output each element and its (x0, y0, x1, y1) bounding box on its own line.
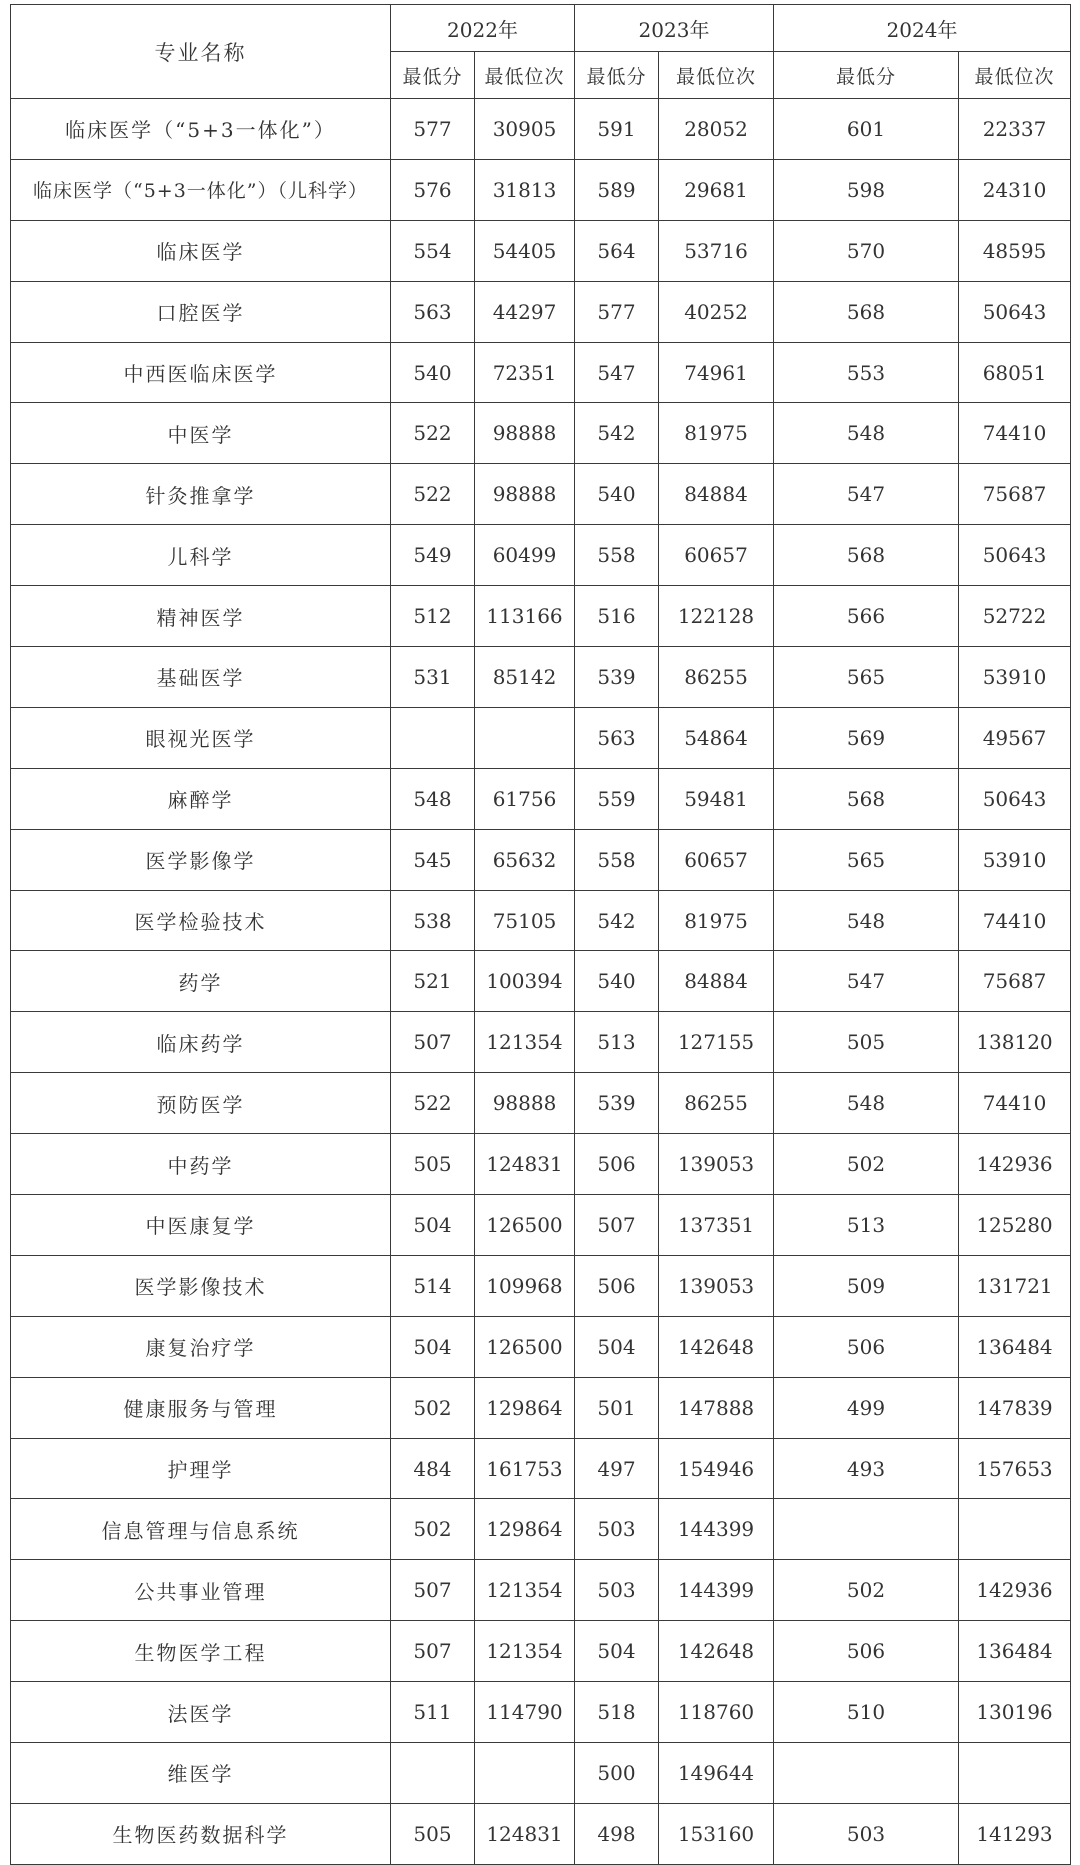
min-score-2024-cell: 510 (774, 1682, 959, 1743)
min-score-2022-cell (391, 1743, 475, 1804)
major-name-cell: 中医康复学 (11, 1195, 391, 1256)
min-rank-2022-cell: 121354 (475, 1621, 575, 1682)
min-rank-2024-cell: 136484 (959, 1316, 1071, 1377)
min-score-2024-cell: 548 (774, 890, 959, 951)
min-score-2023-cell: 504 (575, 1316, 659, 1377)
min-score-2024-cell: 565 (774, 829, 959, 890)
min-score-header: 最低分 (391, 52, 475, 99)
min-rank-2022-cell: 44297 (475, 281, 575, 342)
major-name-cell: 医学影像技术 (11, 1255, 391, 1316)
min-rank-2022-cell (475, 707, 575, 768)
min-rank-header: 最低位次 (475, 52, 575, 99)
min-rank-2022-cell: 124831 (475, 1134, 575, 1195)
min-rank-2023-cell: 118760 (659, 1682, 774, 1743)
min-score-2022-cell: 502 (391, 1499, 475, 1560)
min-rank-2024-cell: 74410 (959, 403, 1071, 464)
min-score-2024-cell: 499 (774, 1377, 959, 1438)
min-score-2023-cell: 539 (575, 647, 659, 708)
table-row (11, 1743, 1071, 1804)
min-rank-2024-cell: 50643 (959, 525, 1071, 586)
min-score-2022-cell: 502 (391, 1377, 475, 1438)
min-score-2024-cell: 502 (774, 1134, 959, 1195)
min-rank-2022-cell: 31813 (475, 159, 575, 220)
min-score-2022-cell: 540 (391, 342, 475, 403)
min-rank-2023-cell: 29681 (659, 159, 774, 220)
major-name-cell: 麻醉学 (11, 768, 391, 829)
min-rank-2024-cell: 142936 (959, 1134, 1071, 1195)
min-score-2023-cell: 503 (575, 1499, 659, 1560)
min-rank-2022-cell: 60499 (475, 525, 575, 586)
min-rank-header: 最低位次 (659, 52, 774, 99)
min-score-2024-cell: 509 (774, 1255, 959, 1316)
major-name-cell: 维医学 (11, 1743, 391, 1804)
min-score-header: 最低分 (575, 52, 659, 99)
min-score-2023-cell: 506 (575, 1134, 659, 1195)
admission-scores-table-container (10, 4, 1070, 1865)
min-score-2023-cell: 563 (575, 707, 659, 768)
min-score-2023-cell: 516 (575, 586, 659, 647)
major-name-cell: 眼视光医学 (11, 707, 391, 768)
table-row (11, 829, 1071, 890)
table-row (11, 1255, 1071, 1316)
min-score-2023-cell: 577 (575, 281, 659, 342)
major-name-cell: 中药学 (11, 1134, 391, 1195)
min-score-2023-cell: 497 (575, 1438, 659, 1499)
min-rank-2022-cell: 65632 (475, 829, 575, 890)
min-rank-2024-cell: 22337 (959, 99, 1071, 160)
min-score-2022-cell: 522 (391, 403, 475, 464)
min-rank-2023-cell: 127155 (659, 1012, 774, 1073)
major-name-cell: 医学检验技术 (11, 890, 391, 951)
min-rank-2023-cell: 28052 (659, 99, 774, 160)
min-score-2022-cell: 484 (391, 1438, 475, 1499)
min-score-2022-cell: 507 (391, 1012, 475, 1073)
min-rank-2024-cell: 50643 (959, 281, 1071, 342)
major-name-cell: 生物医药数据科学 (11, 1803, 391, 1864)
min-rank-2024-cell: 52722 (959, 586, 1071, 647)
min-score-2023-cell: 558 (575, 829, 659, 890)
min-score-2023-cell: 589 (575, 159, 659, 220)
table-row (11, 1560, 1071, 1621)
min-score-2024-cell (774, 1743, 959, 1804)
min-rank-2024-cell: 49567 (959, 707, 1071, 768)
min-rank-2024-cell: 130196 (959, 1682, 1071, 1743)
min-rank-2022-cell: 124831 (475, 1803, 575, 1864)
table-row (11, 220, 1071, 281)
min-rank-2022-cell: 98888 (475, 464, 575, 525)
min-rank-2023-cell: 149644 (659, 1743, 774, 1804)
min-rank-2024-cell: 125280 (959, 1195, 1071, 1256)
table-row (11, 890, 1071, 951)
min-rank-2023-cell: 86255 (659, 647, 774, 708)
major-name-cell: 医学影像学 (11, 829, 391, 890)
min-rank-2022-cell: 100394 (475, 951, 575, 1012)
min-score-2022-cell: 576 (391, 159, 475, 220)
major-name-cell: 精神医学 (11, 586, 391, 647)
min-score-2023-cell: 539 (575, 1073, 659, 1134)
min-score-2022-cell: 548 (391, 768, 475, 829)
min-score-2024-cell: 502 (774, 1560, 959, 1621)
major-name-header: 专业名称 (11, 5, 391, 99)
min-rank-2024-cell: 24310 (959, 159, 1071, 220)
min-score-2024-cell: 553 (774, 342, 959, 403)
min-rank-2024-cell: 147839 (959, 1377, 1071, 1438)
min-score-2022-cell: 538 (391, 890, 475, 951)
min-rank-2024-cell: 136484 (959, 1621, 1071, 1682)
min-score-2022-cell: 511 (391, 1682, 475, 1743)
min-score-2023-cell: 540 (575, 464, 659, 525)
table-row (11, 1377, 1071, 1438)
min-score-2023-cell: 501 (575, 1377, 659, 1438)
min-score-2024-cell: 506 (774, 1621, 959, 1682)
min-score-2023-cell: 591 (575, 99, 659, 160)
major-name-cell: 临床药学 (11, 1012, 391, 1073)
min-score-2022-cell: 512 (391, 586, 475, 647)
table-row (11, 707, 1071, 768)
min-rank-2024-cell: 53910 (959, 647, 1071, 708)
min-score-2022-cell: 504 (391, 1316, 475, 1377)
major-name-cell: 临床医学（“5+3一体化”） (11, 99, 391, 160)
min-rank-2023-cell: 137351 (659, 1195, 774, 1256)
admission-scores-table (10, 4, 1071, 1865)
min-rank-2023-cell: 122128 (659, 586, 774, 647)
min-rank-2022-cell: 129864 (475, 1377, 575, 1438)
min-score-2024-cell: 565 (774, 647, 959, 708)
min-rank-2023-cell: 139053 (659, 1134, 774, 1195)
min-rank-2022-cell: 113166 (475, 586, 575, 647)
min-rank-2024-cell: 53910 (959, 829, 1071, 890)
min-rank-2024-cell: 50643 (959, 768, 1071, 829)
min-rank-2022-cell: 72351 (475, 342, 575, 403)
min-rank-2024-cell: 142936 (959, 1560, 1071, 1621)
min-score-2023-cell: 507 (575, 1195, 659, 1256)
min-rank-2023-cell: 81975 (659, 890, 774, 951)
major-name-cell: 临床医学（“5+3一体化”）（儿科学） (11, 159, 391, 220)
min-rank-2024-cell: 141293 (959, 1803, 1071, 1864)
min-rank-2022-cell: 129864 (475, 1499, 575, 1560)
header-row-years (11, 5, 1071, 52)
min-rank-2022-cell: 121354 (475, 1560, 575, 1621)
min-score-2023-cell: 540 (575, 951, 659, 1012)
min-score-2024-cell: 503 (774, 1803, 959, 1864)
min-score-2022-cell: 563 (391, 281, 475, 342)
min-score-2022-cell: 507 (391, 1621, 475, 1682)
min-score-2023-cell: 559 (575, 768, 659, 829)
min-score-2024-cell: 598 (774, 159, 959, 220)
min-score-2023-cell: 503 (575, 1560, 659, 1621)
min-rank-2024-cell (959, 1743, 1071, 1804)
major-name-cell: 法医学 (11, 1682, 391, 1743)
min-rank-2022-cell: 61756 (475, 768, 575, 829)
major-name-cell: 口腔医学 (11, 281, 391, 342)
min-rank-2023-cell: 154946 (659, 1438, 774, 1499)
min-rank-2022-cell: 109968 (475, 1255, 575, 1316)
min-score-2024-cell: 548 (774, 403, 959, 464)
min-rank-2022-cell: 98888 (475, 1073, 575, 1134)
min-score-2024-cell: 568 (774, 281, 959, 342)
min-rank-2023-cell: 139053 (659, 1255, 774, 1316)
major-name-cell: 公共事业管理 (11, 1560, 391, 1621)
min-rank-2022-cell: 161753 (475, 1438, 575, 1499)
min-rank-2023-cell: 86255 (659, 1073, 774, 1134)
min-rank-2022-cell: 30905 (475, 99, 575, 160)
min-rank-2024-cell: 74410 (959, 890, 1071, 951)
table-row (11, 99, 1071, 160)
min-score-2022-cell: 505 (391, 1803, 475, 1864)
min-rank-2024-cell: 131721 (959, 1255, 1071, 1316)
min-rank-2024-cell: 74410 (959, 1073, 1071, 1134)
min-score-2022-cell (391, 707, 475, 768)
min-rank-2023-cell: 144399 (659, 1560, 774, 1621)
table-row (11, 1012, 1071, 1073)
min-rank-2023-cell: 40252 (659, 281, 774, 342)
min-rank-2023-cell: 60657 (659, 525, 774, 586)
min-rank-2023-cell: 54864 (659, 707, 774, 768)
min-rank-2023-cell: 142648 (659, 1621, 774, 1682)
table-row (11, 281, 1071, 342)
min-rank-2023-cell: 81975 (659, 403, 774, 464)
major-name-cell: 生物医学工程 (11, 1621, 391, 1682)
min-rank-2022-cell: 98888 (475, 403, 575, 464)
min-score-2024-cell: 513 (774, 1195, 959, 1256)
min-rank-2023-cell: 60657 (659, 829, 774, 890)
min-rank-2023-cell: 59481 (659, 768, 774, 829)
min-score-2022-cell: 545 (391, 829, 475, 890)
min-score-2022-cell: 522 (391, 1073, 475, 1134)
min-rank-2023-cell: 84884 (659, 951, 774, 1012)
min-rank-2022-cell: 54405 (475, 220, 575, 281)
major-name-cell: 临床医学 (11, 220, 391, 281)
min-score-2022-cell: 507 (391, 1560, 475, 1621)
table-row (11, 1134, 1071, 1195)
major-name-cell: 护理学 (11, 1438, 391, 1499)
min-rank-2023-cell: 147888 (659, 1377, 774, 1438)
table-body (11, 99, 1071, 1865)
min-score-2023-cell: 513 (575, 1012, 659, 1073)
min-rank-2022-cell: 114790 (475, 1682, 575, 1743)
table-row (11, 403, 1071, 464)
major-name-cell: 健康服务与管理 (11, 1377, 391, 1438)
min-score-2022-cell: 549 (391, 525, 475, 586)
min-rank-2024-cell (959, 1499, 1071, 1560)
min-rank-header: 最低位次 (959, 52, 1071, 99)
min-rank-2022-cell: 121354 (475, 1012, 575, 1073)
min-score-2023-cell: 542 (575, 403, 659, 464)
min-score-2023-cell: 542 (575, 890, 659, 951)
table-row (11, 1621, 1071, 1682)
table-row (11, 647, 1071, 708)
min-score-2022-cell: 521 (391, 951, 475, 1012)
min-rank-2023-cell: 142648 (659, 1316, 774, 1377)
min-score-2022-cell: 522 (391, 464, 475, 525)
table-row (11, 464, 1071, 525)
min-rank-2024-cell: 138120 (959, 1012, 1071, 1073)
year-header-2024: 2024年 (774, 5, 1071, 52)
min-score-2023-cell: 547 (575, 342, 659, 403)
min-rank-2023-cell: 153160 (659, 1803, 774, 1864)
min-score-header: 最低分 (774, 52, 959, 99)
major-name-cell: 预防医学 (11, 1073, 391, 1134)
major-name-cell: 中西医临床医学 (11, 342, 391, 403)
min-score-2022-cell: 554 (391, 220, 475, 281)
min-score-2024-cell: 568 (774, 768, 959, 829)
min-rank-2024-cell: 75687 (959, 464, 1071, 525)
table-row (11, 525, 1071, 586)
table-row (11, 1803, 1071, 1864)
min-score-2023-cell: 558 (575, 525, 659, 586)
min-score-2024-cell: 547 (774, 951, 959, 1012)
min-rank-2024-cell: 157653 (959, 1438, 1071, 1499)
min-rank-2022-cell (475, 1743, 575, 1804)
min-score-2022-cell: 577 (391, 99, 475, 160)
min-rank-2024-cell: 75687 (959, 951, 1071, 1012)
min-score-2022-cell: 531 (391, 647, 475, 708)
min-score-2023-cell: 564 (575, 220, 659, 281)
min-rank-2023-cell: 84884 (659, 464, 774, 525)
min-score-2024-cell: 493 (774, 1438, 959, 1499)
min-score-2024-cell: 506 (774, 1316, 959, 1377)
min-rank-2024-cell: 68051 (959, 342, 1071, 403)
min-score-2024-cell: 505 (774, 1012, 959, 1073)
min-score-2023-cell: 498 (575, 1803, 659, 1864)
min-score-2024-cell: 569 (774, 707, 959, 768)
year-header-2023: 2023年 (575, 5, 774, 52)
major-name-cell: 信息管理与信息系统 (11, 1499, 391, 1560)
table-header (11, 5, 1071, 99)
min-score-2024-cell: 568 (774, 525, 959, 586)
major-name-cell: 儿科学 (11, 525, 391, 586)
min-score-2022-cell: 514 (391, 1255, 475, 1316)
min-rank-2023-cell: 53716 (659, 220, 774, 281)
min-score-2023-cell: 518 (575, 1682, 659, 1743)
min-score-2024-cell: 570 (774, 220, 959, 281)
table-row (11, 1195, 1071, 1256)
min-score-2024-cell (774, 1499, 959, 1560)
min-score-2022-cell: 504 (391, 1195, 475, 1256)
table-row (11, 1499, 1071, 1560)
table-row (11, 1438, 1071, 1499)
major-name-cell: 针灸推拿学 (11, 464, 391, 525)
table-row (11, 1316, 1071, 1377)
min-rank-2024-cell: 48595 (959, 220, 1071, 281)
year-header-2022: 2022年 (391, 5, 575, 52)
min-score-2023-cell: 504 (575, 1621, 659, 1682)
min-score-2024-cell: 548 (774, 1073, 959, 1134)
table-row (11, 1682, 1071, 1743)
major-name-cell: 康复治疗学 (11, 1316, 391, 1377)
min-rank-2023-cell: 144399 (659, 1499, 774, 1560)
table-row (11, 586, 1071, 647)
table-row (11, 342, 1071, 403)
min-rank-2022-cell: 85142 (475, 647, 575, 708)
min-rank-2022-cell: 126500 (475, 1316, 575, 1377)
major-name-cell: 基础医学 (11, 647, 391, 708)
min-rank-2022-cell: 126500 (475, 1195, 575, 1256)
min-score-2024-cell: 601 (774, 99, 959, 160)
min-score-2023-cell: 506 (575, 1255, 659, 1316)
min-score-2024-cell: 547 (774, 464, 959, 525)
min-score-2023-cell: 500 (575, 1743, 659, 1804)
table-row (11, 768, 1071, 829)
table-row (11, 951, 1071, 1012)
major-name-cell: 药学 (11, 951, 391, 1012)
major-name-cell: 中医学 (11, 403, 391, 464)
min-rank-2023-cell: 74961 (659, 342, 774, 403)
min-rank-2022-cell: 75105 (475, 890, 575, 951)
table-row (11, 159, 1071, 220)
min-score-2024-cell: 566 (774, 586, 959, 647)
table-row (11, 1073, 1071, 1134)
min-score-2022-cell: 505 (391, 1134, 475, 1195)
